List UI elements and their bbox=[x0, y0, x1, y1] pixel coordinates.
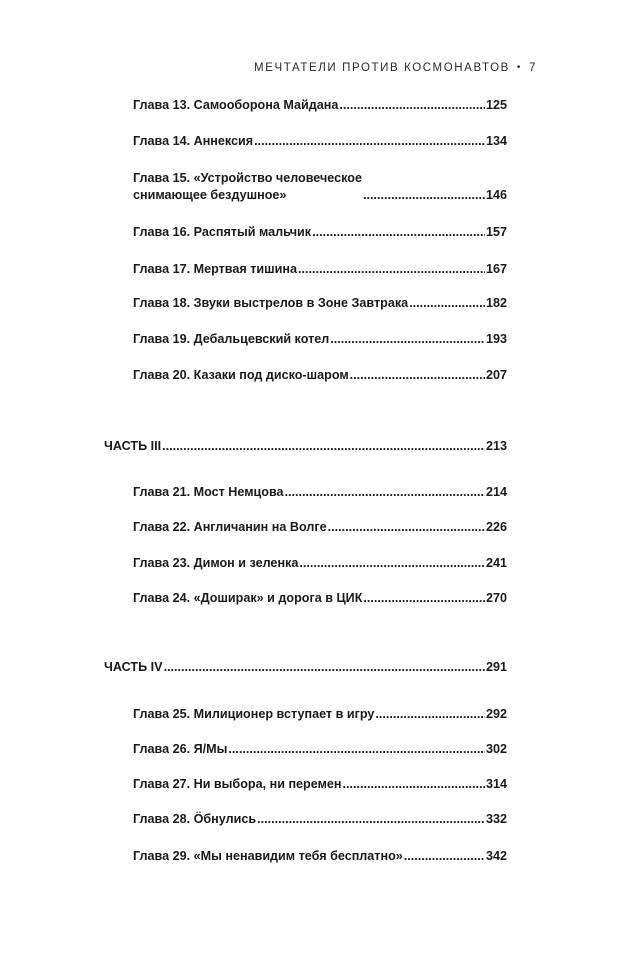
running-title: МЕЧТАТЕЛИ ПРОТИВ КОСМОНАВТОВ bbox=[254, 62, 510, 74]
toc-entry-title-line: ЧАСТЬ III bbox=[104, 439, 162, 453]
toc-entry-title bbox=[133, 367, 349, 384]
toc-entry-title bbox=[133, 776, 342, 793]
toc-entry-title-line: Глава 25. Милиционер вступает в игру bbox=[133, 707, 375, 721]
toc-entry-page: 332 bbox=[485, 812, 507, 826]
toc-chapter-entry bbox=[133, 519, 507, 536]
dot-leader bbox=[254, 133, 485, 150]
toc-entry-title-line: Глава 24. «Доширак» и дорога в ЦИК bbox=[133, 591, 363, 605]
dot-leader bbox=[164, 659, 485, 676]
toc-chapter-entry bbox=[133, 555, 507, 572]
toc-chapter-entry bbox=[133, 224, 507, 241]
dot-leader bbox=[363, 187, 485, 204]
toc-entry-page: 291 bbox=[485, 660, 507, 674]
toc-entry-page: 226 bbox=[485, 520, 507, 534]
dot-leader bbox=[404, 848, 485, 865]
toc-entry-title bbox=[104, 438, 161, 455]
dot-leader bbox=[312, 224, 485, 241]
toc-entry-title bbox=[133, 706, 374, 723]
toc-part-entry bbox=[104, 438, 507, 455]
dot-leader bbox=[343, 776, 485, 793]
dot-leader bbox=[285, 484, 485, 501]
toc-entry-title-line: Глава 15. «Устройство человеческое bbox=[133, 171, 362, 185]
toc-entry-title bbox=[133, 848, 403, 865]
toc-entry-page: 207 bbox=[485, 368, 507, 382]
toc-entry-title-line: Глава 21. Мост Немцова bbox=[133, 485, 284, 499]
toc-entry-page: 125 bbox=[485, 98, 507, 112]
toc-entry-title bbox=[133, 133, 253, 150]
toc-entry-title bbox=[133, 170, 362, 204]
toc-entry-title-line: Глава 27. Ни выбора, ни перемен bbox=[133, 777, 342, 791]
toc-chapter-entry bbox=[133, 367, 507, 384]
dot-leader bbox=[375, 706, 485, 723]
toc-entry-page: 146 bbox=[485, 188, 507, 202]
toc-entry-title-line: Глава 20. Казаки под диско-шаром bbox=[133, 368, 349, 382]
toc-entry-page: 213 bbox=[485, 439, 507, 453]
toc-entry-title bbox=[133, 484, 284, 501]
toc-chapter-entry bbox=[133, 776, 507, 793]
toc-entry-title-line: Глава 17. Мертвая тишина bbox=[133, 262, 297, 276]
toc-entry-title bbox=[133, 555, 298, 572]
toc-entry-title-line: ЧАСТЬ IV bbox=[104, 660, 163, 674]
toc-entry-page: 241 bbox=[485, 556, 507, 570]
toc-entry-title bbox=[133, 224, 311, 241]
toc-entry-title-line: Глава 14. Аннексия bbox=[133, 134, 254, 148]
toc-entry-title bbox=[133, 295, 408, 312]
toc-chapter-entry bbox=[133, 811, 507, 828]
dot-leader bbox=[409, 295, 485, 312]
page-number: 7 bbox=[529, 62, 537, 74]
toc-entry-page: 302 bbox=[485, 742, 507, 756]
toc-entry-title-line: Глава 16. Распятый мальчик bbox=[133, 225, 312, 239]
toc-entry-title bbox=[133, 590, 362, 607]
toc-chapter-entry bbox=[133, 741, 507, 758]
toc-entry-title bbox=[133, 519, 327, 536]
toc-chapter-entry bbox=[133, 484, 507, 501]
dot-leader bbox=[298, 261, 485, 278]
toc-chapter-entry bbox=[133, 590, 507, 607]
dot-leader bbox=[339, 97, 485, 114]
toc-chapter-entry bbox=[133, 848, 507, 865]
toc-entry-title-line: Глава 22. Англичанин на Волге bbox=[133, 520, 327, 534]
toc-entry-title-line: Глава 18. Звуки выстрелов в Зоне Завтрака bbox=[133, 296, 409, 310]
dot-leader bbox=[328, 519, 485, 536]
toc-entry-title bbox=[133, 97, 338, 114]
toc-entry-page: 157 bbox=[485, 225, 507, 239]
toc-entry-page: 342 bbox=[485, 849, 507, 863]
toc-chapter-entry bbox=[133, 133, 507, 150]
toc-chapter-entry bbox=[133, 97, 507, 114]
dot-leader bbox=[228, 741, 485, 758]
toc-entry-page: 270 bbox=[485, 591, 507, 605]
toc-entry-title bbox=[104, 659, 163, 676]
toc-entry-page: 193 bbox=[485, 332, 507, 346]
toc-entry-page: 167 bbox=[485, 262, 507, 276]
toc-entry-title-line: Глава 26. Я/Мы bbox=[133, 742, 228, 756]
toc-entry-title-line: снимающее бездушное» bbox=[133, 188, 287, 202]
toc-entry-page: 214 bbox=[485, 485, 507, 499]
toc-entry-title-line: Глава 28. Ӧбнулись bbox=[133, 812, 257, 826]
dot-leader bbox=[257, 811, 485, 828]
dot-leader bbox=[299, 555, 485, 572]
dot-leader bbox=[363, 590, 485, 607]
dot-leader bbox=[350, 367, 485, 384]
toc-chapter-entry bbox=[133, 295, 507, 312]
dot-leader bbox=[330, 331, 485, 348]
toc-chapter-entry bbox=[133, 261, 507, 278]
toc-entry-page: 182 bbox=[485, 296, 507, 310]
toc-entry-title-line: Глава 29. «Мы ненавидим тебя бесплатно» bbox=[133, 849, 403, 863]
toc-entry-page: 314 bbox=[485, 777, 507, 791]
toc-entry-page: 292 bbox=[485, 707, 507, 721]
toc-part-entry bbox=[104, 659, 507, 676]
toc-chapter-entry bbox=[133, 706, 507, 723]
toc-entry-title bbox=[133, 331, 329, 348]
toc-chapter-entry bbox=[133, 170, 507, 204]
running-header bbox=[254, 62, 537, 74]
toc-entry-title-line: Глава 23. Димон и зеленка bbox=[133, 556, 299, 570]
toc-entry-page: 134 bbox=[485, 134, 507, 148]
toc-entry-title-line: Глава 13. Самооборона Майдана bbox=[133, 98, 339, 112]
toc-entry-title bbox=[133, 741, 227, 758]
header-separator: • bbox=[516, 62, 522, 73]
dot-leader bbox=[162, 438, 485, 455]
toc-chapter-entry bbox=[133, 331, 507, 348]
toc-entry-title bbox=[133, 811, 256, 828]
toc-entry-title bbox=[133, 261, 297, 278]
toc-entry-title-line: Глава 19. Дебальцевский котел bbox=[133, 332, 330, 346]
